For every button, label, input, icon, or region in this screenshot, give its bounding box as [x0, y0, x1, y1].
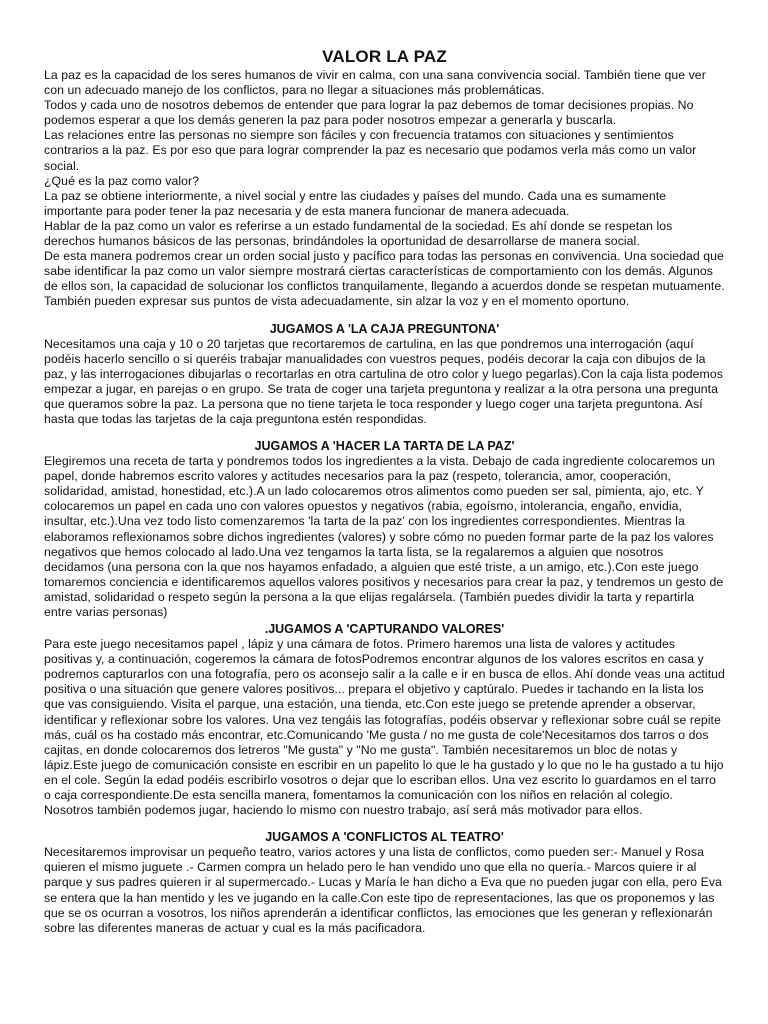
intro-paragraph: La paz se obtiene interiormente, a nivel social y entre las ciudades y países del mundo. Cada una es sumamente importante para poder tener la paz necesaria y de esta manera funcionar de manera adecuada.	[44, 188, 667, 218]
page-title: VALOR LA PAZ	[322, 47, 447, 66]
section-heading-capturando-valores: .JUGAMOS A 'CAPTURANDO VALORES'	[264, 622, 505, 637]
spacer	[44, 427, 725, 439]
intro-paragraph: Las relaciones entre las personas no siempre son fáciles y con frecuencia tratamos con situaciones y sentimientos contrarios a la paz. Es por eso que para lograr comprender la paz es necesario que podamos verla más como un valor social.	[44, 128, 697, 173]
section-body-conflictos-al-teatro: Necesitaremos improvisar un pequeño teatro, varios actores y una lista de conflictos, como pueden ser:- Manuel y Rosa quieren el mismo juguete .- Carmen compra un helado pero le han vendido uno que ella no quería.- Marcos quiere ir al parque y sus padres quieren ir al supermercado.- Lucas y María le han dicho a Eva que no pueden jugar con ella, pero Eva se entera que la han mentido y les ve jugando en la calle.Con este tipo de representaciones, las que os proponemos y las que se os ocurran a vosotros, los niños aprenderán a identificar conflictos, las emociones que les generan y reflexionarán sobre las diferentes maneras de actuar y cual es la más pacificadora.	[44, 845, 722, 935]
intro-paragraph: De esta manera podremos crear un orden social justo y pacífico para todas las personas en convivencia. Una sociedad que sabe identificar la paz como un valor siempre mostrará ciertas características de comportamiento con los demás. Algunos de ellos son, la capacidad de solucionar los conflictos tranquilamente, llegando a acuerdos donde se respetan mutuamente. También pueden expresar sus puntos de vista adecuadamente, sin alzar la voz y en el momento oportuno.	[44, 249, 725, 309]
intro-paragraph: Todos y cada uno de nosotros debemos de entender que para lograr la paz debemos de tomar decisiones propias. No podemos esperar a que los demás generen la paz para poder nosotros empezar a generarla y buscarla.	[44, 98, 694, 128]
spacer	[44, 818, 725, 830]
section-heading-caja-preguntona: JUGAMOS A 'LA CAJA PREGUNTONA'	[269, 321, 500, 336]
section-heading-tarta-de-la-paz: JUGAMOS A 'HACER LA TARTA DE LA PAZ'	[254, 439, 515, 454]
intro-paragraph: La paz es la capacidad de los seres humanos de vivir en calma, con una sana convivencia social. También tiene que ver con un adecuado manejo de los conflictos, para no llegar a situaciones más problemáticas.	[44, 68, 706, 98]
section-body-capturando-valores: Para este juego necesitamos papel , lápiz y una cámara de fotos. Primero haremos una lista de valores y actitudes positivas y, a continuación, cogeremos la cámara de fotosPodremos encontrar algunos de los valores escritos en casa y podremos capturarlos con una fotografía, pero os aconsejo salir a la calle e ir en busca de ellos. Ahí donde veas una actitud positiva o una situación que genere valores positivos... prepara el objetivo y captúralo. Puedes ir tachando en la lista los que vas consiguiendo. Visita el parque, una estación, una tienda, etc.Con este juego se pretende aprender a observar, identificar y reflexionar sobre los valores. Una vez tengáis las fotografías, podéis observar y reflexionar sobre cuál se repite más, cuál os ha costado más encontrar, etc.Comunicando 'Me gusta / no me gusta de cole'Necesitamos dos tarros o dos cajitas, en donde colocaremos dos letreros "Me gusta" y "No me gusta". También necesitaremos un bloc de notas y lápiz.Este juego de comunicación consiste en escribir en un papelito lo que le ha gustado y lo que no le ha gustado a tu hijo en el cole. Según la edad podéis escribirlo vosotros o dejar que lo escriban ellos. Una vez escrito lo guardamos en el tarro o caja correspondiente.De esta sencilla manera, fomentamos la comunicación con los niños en relación al colegio. Nosotros también podemos jugar, haciendo lo mismo con nuestro trabajo, así será más motivador para ellos.	[44, 637, 725, 818]
section-heading-conflictos-al-teatro: JUGAMOS A 'CONFLICTOS AL TEATRO'	[265, 830, 504, 845]
section-body-tarta-de-la-paz: Elegiremos una receta de tarta y pondremos todos los ingredientes a la vista. Debajo de cada ingrediente colocaremos un papel, donde habremos escrito valores y actitudes necesarios para la paz (respeto, tolerancia, amor, cooperación, solidaridad, amistad, honestidad, etc.).A un lado colocaremos otros alimentos como pueden ser sal, pimienta, ajo, etc. Y colocaremos un papel en cada uno con valores opuestos y negativos (rabia, egoísmo, intolerancia, engaño, envidia, insultar, etc.).Una vez todo listo comenzaremos 'la tarta de la paz' con los ingredientes correspondientes. Mientras la elaboramos reflexionamos sobre dichos ingredientes (valores) y sobre cómo no pueden formar parte de la paz los valores negativos que hemos colocado al lado.Una vez tengamos la tarta lista, se la regalaremos a alguien que nosotros decidamos (una persona con la que nos hayamos enfadado, a alguien que esté triste, a un amigo, etc.).Con este juego tomaremos conciencia e identificaremos aquellos valores positivos y necesarios para crear la paz, y tendremos un gesto de amistad, solidaridad o respeto según la persona a la que elijas regalársela. (También puedes dividir la tarta y repartirla entre varias personas)	[44, 454, 724, 619]
intro-question: ¿Qué es la paz como valor?	[44, 173, 200, 188]
spacer	[44, 310, 725, 322]
section-body-caja-preguntona: Necesitamos una caja y 10 o 20 tarjetas que recortaremos de cartulina, en las que pondremos una interrogación (aquí podéis hacerlo sencillo o si queréis trabajar manualidades con vuestros peques, podéis decorar la caja con dibujos de la paz, y las interrogaciones dibujarlas o recortarlas en otra cartulina de otro color y luego pegarlas).Con la caja lista podemos empezar a jugar, en parejas o en grupo. Se trata de coger una tarjeta preguntona y realizar a la otra persona una pregunta que queramos sobre la paz. La persona que no tiene tarjeta le toca responder y luego coger una tarjeta preguntona. Así hasta que todas las tarjetas de la caja preguntona estén respondidas.	[44, 336, 723, 426]
intro-paragraph: Hablar de la paz como un valor es referirse a un estado fundamental de la sociedad. Es ahí donde se respetan los derechos humanos básicos de las personas, brindándoles la oportunidad de desarrollarse de manera social.	[44, 218, 673, 249]
